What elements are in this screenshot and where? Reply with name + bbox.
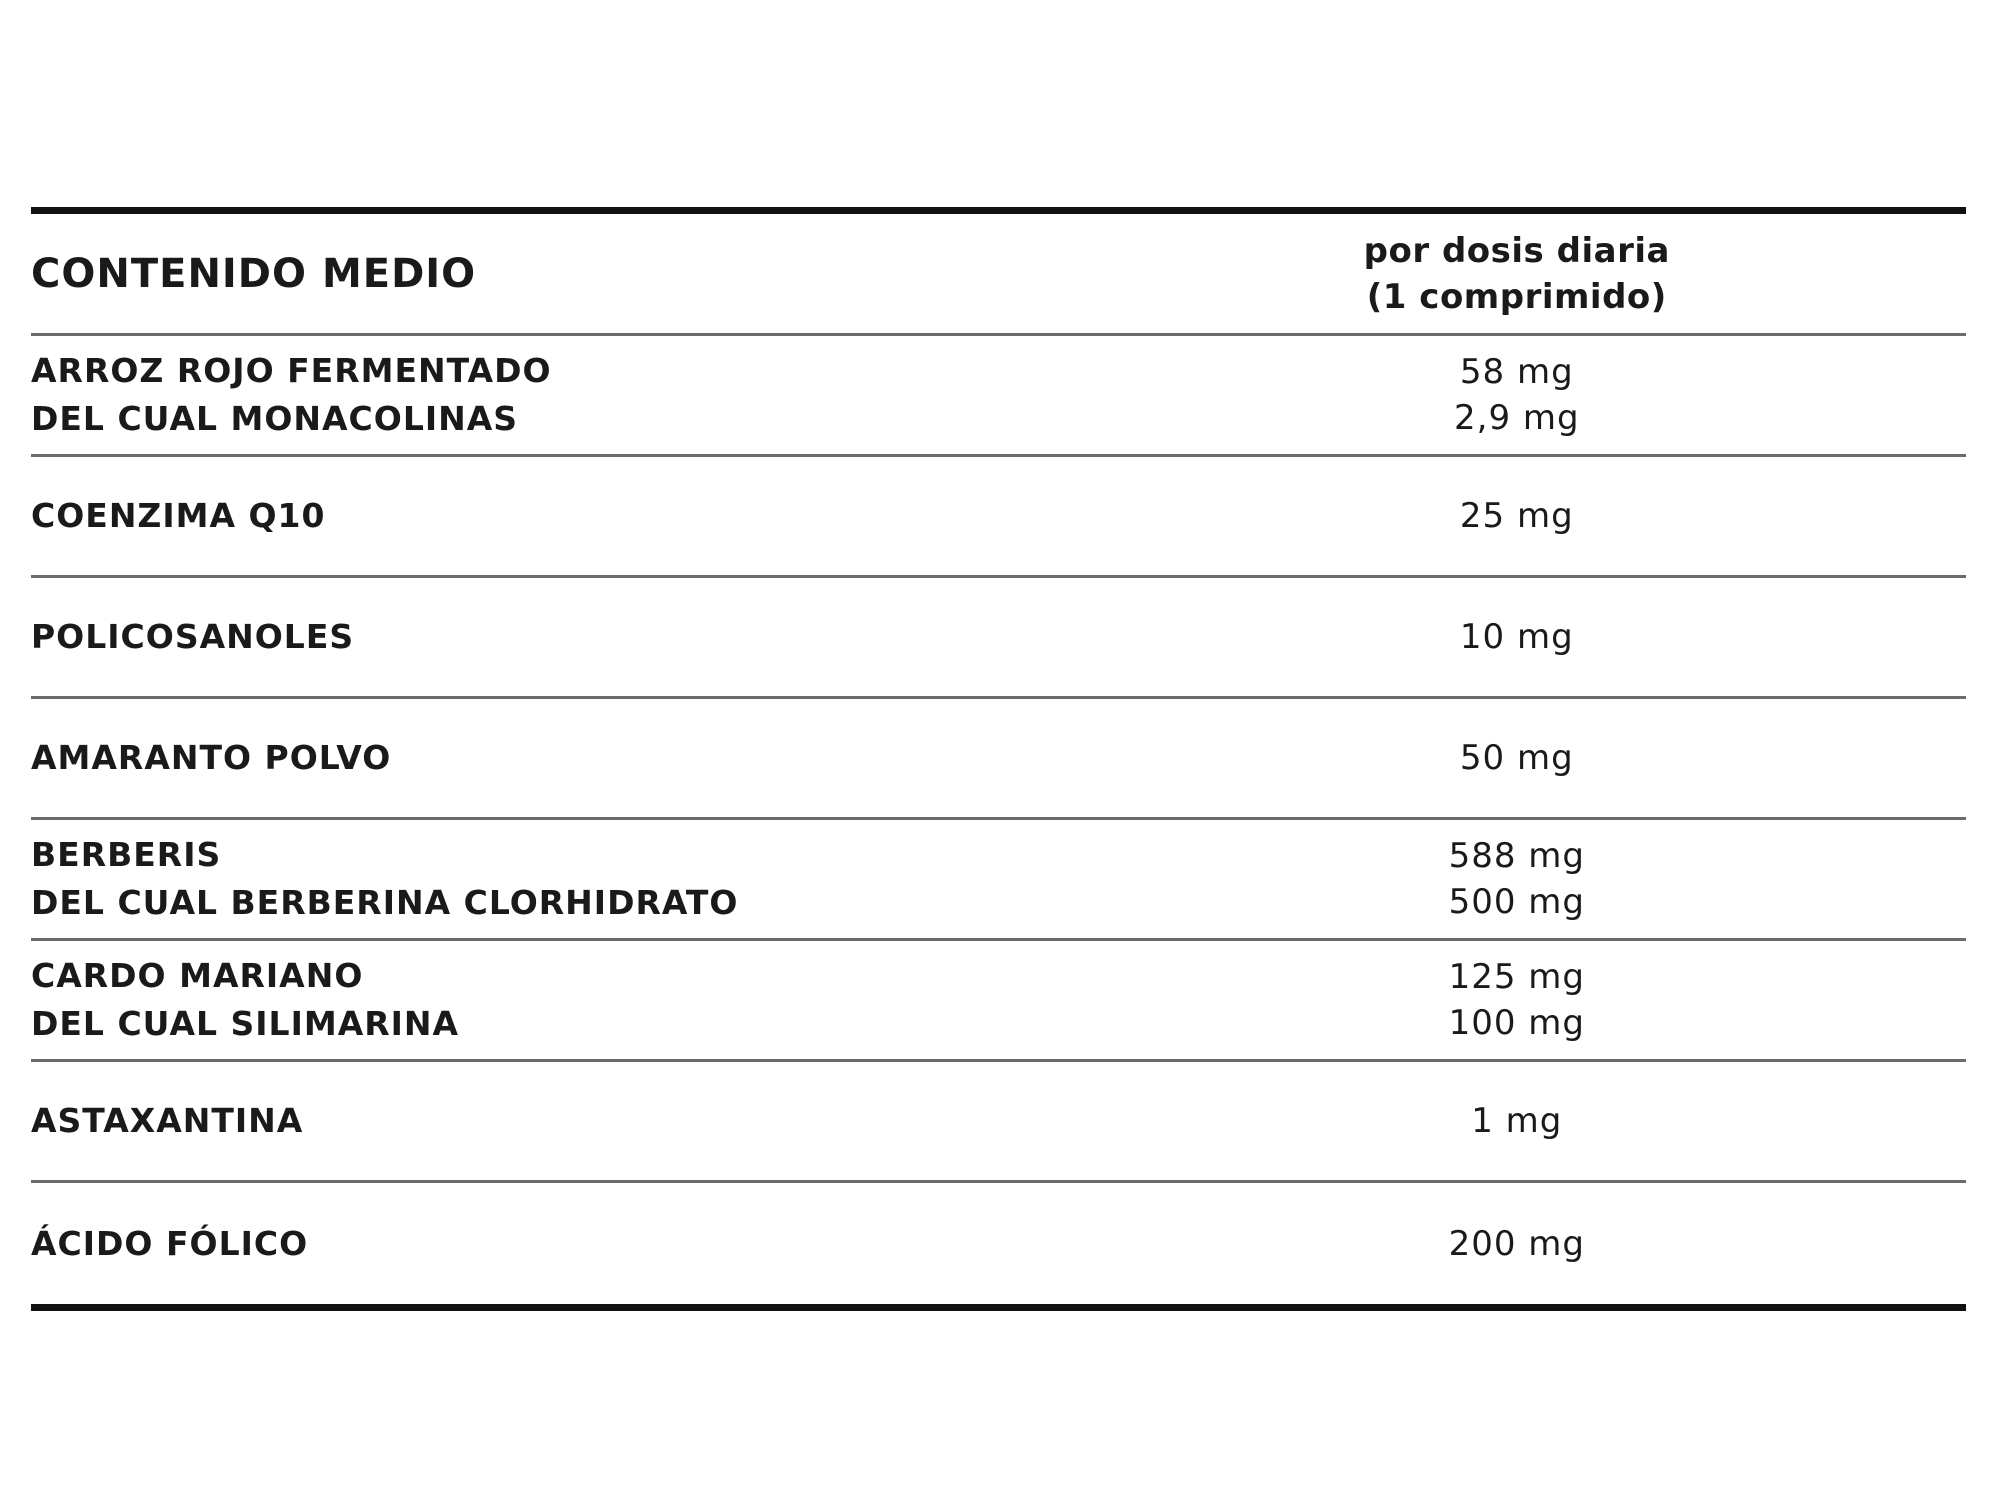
ingredient-amount: 58 mg 2,9 mg xyxy=(1454,352,1580,438)
table-row xyxy=(31,457,1966,578)
ingredient-name: ASTAXANTINA xyxy=(31,1101,304,1140)
ingredient-name: CARDO MARIANO DEL CUAL SILIMARINA xyxy=(31,956,460,1043)
header-value-line1: por dosis diaria xyxy=(1363,230,1670,271)
ingredient-name: POLICOSANOLES xyxy=(31,617,355,656)
table-row xyxy=(31,336,1966,457)
ingredient-name: AMARANTO POLVO xyxy=(31,738,392,777)
ingredient-amount: 200 mg xyxy=(1448,1223,1585,1264)
header-value-line2: (1 comprimido) xyxy=(1366,276,1667,317)
table-top-rule xyxy=(31,207,1966,214)
ingredient-amount: 50 mg xyxy=(1459,738,1574,778)
ingredient-amount: 10 mg xyxy=(1459,617,1574,657)
header-name-label: CONTENIDO MEDIO xyxy=(31,250,477,297)
ingredient-name: ARROZ ROJO FERMENTADO DEL CUAL MONACOLINAS xyxy=(31,351,552,438)
table-row xyxy=(31,1062,1966,1183)
table-row xyxy=(31,820,1966,941)
ingredient-name: COENZIMA Q10 xyxy=(31,496,326,535)
table-row xyxy=(31,578,1966,699)
table-row xyxy=(31,941,1966,1062)
table-row xyxy=(31,1183,1966,1304)
header-value-label xyxy=(1068,228,1966,320)
ingredient-amount: 125 mg 100 mg xyxy=(1448,957,1585,1043)
nutrition-table xyxy=(31,207,1966,1311)
ingredient-amount: 1 mg xyxy=(1471,1101,1563,1141)
ingredient-amount: 25 mg xyxy=(1459,496,1574,536)
table-row xyxy=(31,699,1966,820)
ingredient-amount: 588 mg 500 mg xyxy=(1448,836,1585,922)
table-header xyxy=(31,214,1966,336)
ingredient-name: BERBERIS DEL CUAL BERBERINA CLORHIDRATO xyxy=(31,835,739,922)
table-bottom-rule xyxy=(31,1304,1966,1311)
ingredient-name: ÁCIDO FÓLICO xyxy=(31,1223,309,1263)
